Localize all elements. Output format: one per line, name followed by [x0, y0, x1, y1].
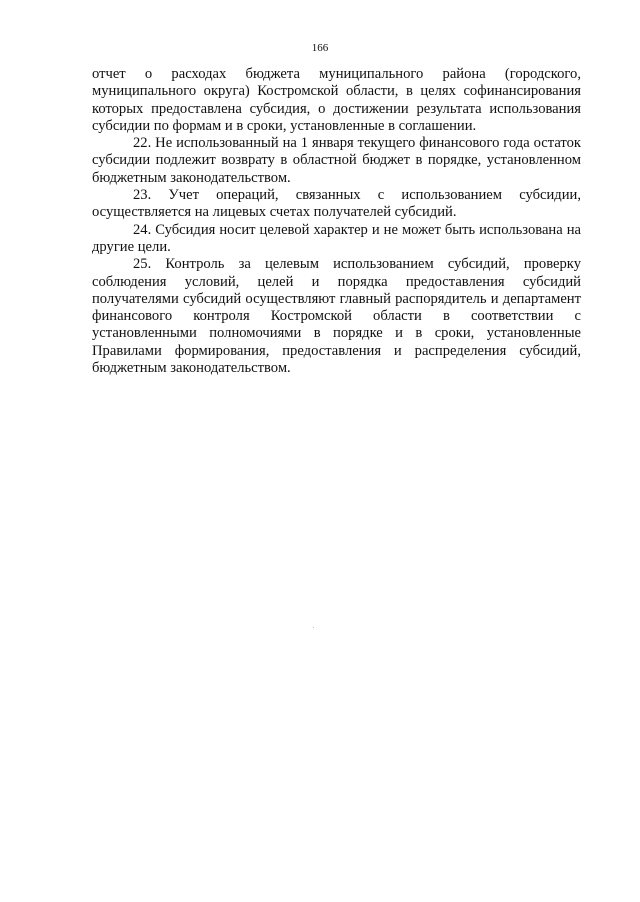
paragraph-22: 22. Не использованный на 1 января текущего финансового года остаток субсидии подлежит возврату в областной бюджет в порядке, установленном бюджетным законодательством. — [92, 135, 581, 186]
paragraph-23: 23. Учет операций, связанных с использованием субсидии, осуществляется на лицевых счетах получателей субсидий. — [92, 187, 581, 221]
paragraph-25: 25. Контроль за целевым использованием субсидий, проверку соблюдения условий, целей и порядка предоставления субсидий получателями субсидий осуществляют главный распорядитель и департамент финансового контроля Костромской области в соответствии с установленными полномочиями в порядке и в сроки, установленные Правилами формирования, предоставления и распределения субсидий, бюджетным законодательством. — [92, 256, 581, 377]
page-number: 166 — [311, 42, 329, 54]
paragraph-24: 24. Субсидия носит целевой характер и не может быть использована на другие цели. — [92, 221, 581, 255]
document-body — [92, 66, 581, 377]
scan-speck — [313, 627, 314, 628]
paragraph-continuation: отчет о расходах бюджета муниципального района (городского, муниципального округа) Костромской области, в целях софинансирования которых предоставлена субсидия, о достижении результата использования субсидии по формам и в сроки, установленные в соглашении. — [92, 66, 581, 134]
